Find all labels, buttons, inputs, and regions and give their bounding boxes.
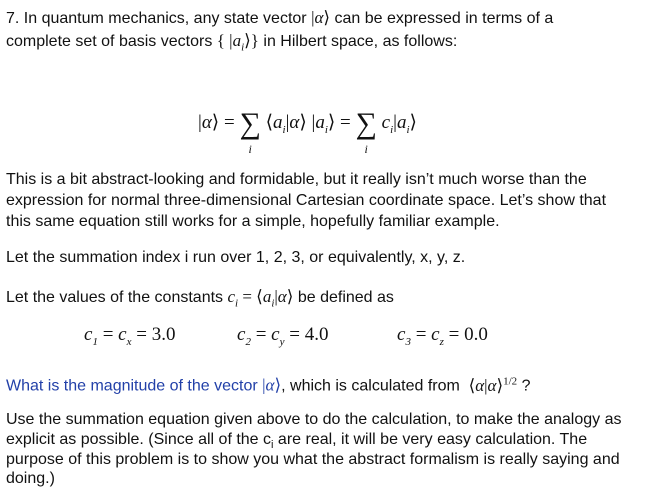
paragraph-1-line-2: expression for normal three-dimensional Cartesian coordinate space. Let’s show that <box>6 192 607 209</box>
problem-intro-line-1 <box>6 8 553 29</box>
paragraph-3-before: Let the values of the constants <box>6 289 224 306</box>
paragraph-4-line-2: explicit as possible. (Since all of the $c_i$ are real, it will be very easy calculation. The <box>6 431 588 452</box>
paragraph-3-after: be defined as <box>297 289 394 306</box>
question-after: , which is calculated from <box>281 377 460 395</box>
constant-c1: $c_1 = c_x = 3.0$ <box>84 324 176 348</box>
summation-equation: |α⟩ = ∑ i $⟨a_i|\alpha⟩$ $|a_i⟩$ = ∑ i $c_i|a_i⟩$ <box>198 104 417 144</box>
intro-text-c: complete set of basis vectors <box>6 33 213 50</box>
intro-text-b: can be expressed in terms of a <box>334 10 554 27</box>
constant-definition: $c_i$ = $⟨a_i|\alpha⟩$ <box>227 287 294 310</box>
intro-text-d: in Hilbert space, as follows: <box>263 33 458 50</box>
ket-alpha: |α⟩ <box>311 8 331 27</box>
constant-c3: $c_3 = c_z = 0.0$ <box>397 324 488 348</box>
sum-index-2: i <box>364 142 368 156</box>
c3-value: 0.0 <box>464 324 488 345</box>
question-text: What is the magnitude of the vector <box>6 377 258 395</box>
paragraph-4-line-3: purpose of this problem is to show you what the abstract formalism is really saying and <box>6 451 620 468</box>
norm-expression: ⟨α|α⟩$^{1/2}$ <box>468 375 518 395</box>
paragraph-2: Let the summation index i run over 1, 2, 3, or equivalently, x, y, z. <box>6 249 466 266</box>
question-line <box>6 371 531 397</box>
sum-symbol-1: ∑ i <box>239 104 260 137</box>
question-ket: |α⟩ <box>262 375 282 395</box>
c1-value: 3.0 <box>151 324 176 345</box>
problem-intro-line-2 <box>6 31 457 57</box>
sum-symbol-2: ∑ i <box>356 104 377 137</box>
paragraph-1-line-1: This is a bit abstract-looking and formidable, but it really isn’t much worse than the <box>6 171 587 188</box>
question-mark: ? <box>521 377 531 395</box>
c2-value: 4.0 <box>304 324 329 345</box>
paragraph-4-line-1: Use the summation equation given above to do the calculation, to make the analogy as <box>6 411 622 428</box>
paragraph-1-line-3: this same equation still works for a simple, hopefully familiar example. <box>6 213 500 230</box>
sum-index-1: i <box>248 142 252 156</box>
paragraph-3 <box>6 287 394 313</box>
paragraph-4-line-4: doing.) <box>6 470 55 487</box>
constant-c2: $c_2 = c_y = 4.0$ <box>237 324 329 348</box>
intro-text-a: In quantum mechanics, any state vector <box>23 10 307 27</box>
problem-number: 7. <box>6 10 20 27</box>
basis-set: { $|a_i⟩$} <box>216 31 259 54</box>
